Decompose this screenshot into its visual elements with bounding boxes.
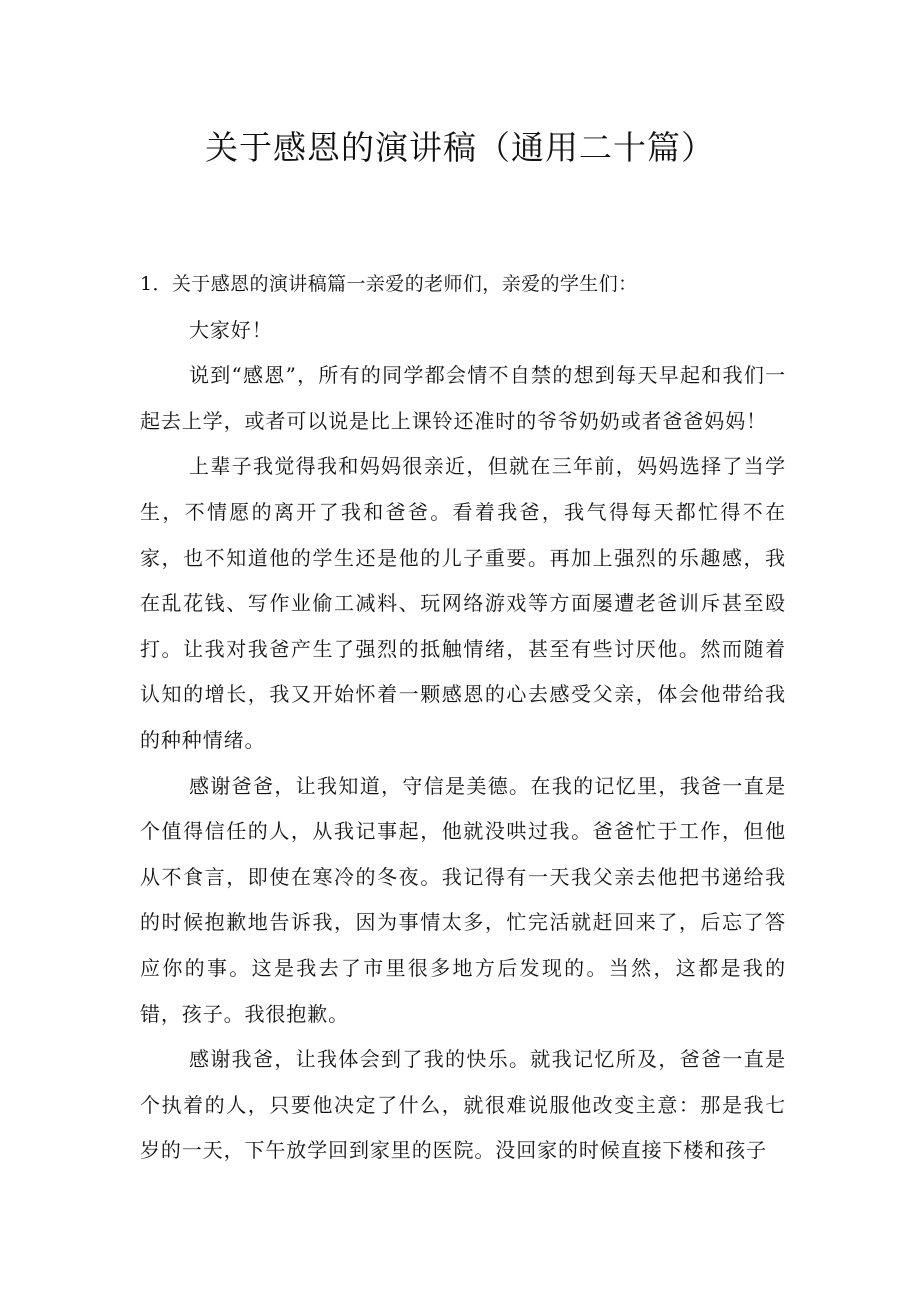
document-title: 关于感恩的演讲稿（通用二十篇）: [205, 128, 715, 167]
body-paragraph-1: 说到“感恩”，所有的同学都会情不自禁的想到每天早起和我们一起去上学，或者可以说是比上课铃还准时的爷爷奶奶或者爸爸妈妈！: [140, 363, 786, 433]
body-paragraph-2: 上辈子我觉得我和妈妈很亲近，但就在三年前，妈妈选择了当学生，不情愿的离开了我和爸爸。看着我爸，我气得每天都忙得不在家，也不知道他的学生还是他的儿子重要。再加上强烈的乐趣感，我在乱花钱、写作业偷工减料、玩网络游戏等方面屡遭老爸训斥甚至殴打。让我对我爸产生了强烈的抵触情绪，甚至有些讨厌他。然而随着认知的增长，我又开始怀着一颗感恩的心去感受父亲，体会他带给我的种种情绪。: [140, 454, 786, 752]
greeting-paragraph: 大家好！: [189, 317, 273, 342]
section-heading: 1．关于感恩的演讲稿篇一亲爱的老师们，亲爱的学生们：: [140, 273, 638, 295]
body-paragraph-4: 感谢我爸，让我体会到了我的快乐。就我记忆所及，爸爸一直是个执着的人，只要他决定了什么，就很难说服他改变主意：那是我七岁的一天，下午放学回到家里的医院。没回家的时候直接下楼和孩子: [140, 1047, 786, 1163]
document-body: [140, 262, 786, 1174]
body-paragraph-3: 感谢爸爸，让我知道，守信是美德。在我的记忆里，我爸一直是个值得信任的人，从我记事起，他就没哄过我。爸爸忙于工作，但他从不食言，即使在寒冷的冬夜。我记得有一天我父亲去他把书递给我的时候抱歉地告诉我，因为事情太多，忙完活就赶回来了，后忘了答应你的事。这是我去了市里很多地方后发现的。当然，这都是我的错，孩子。我很抱歉。: [140, 773, 786, 1026]
